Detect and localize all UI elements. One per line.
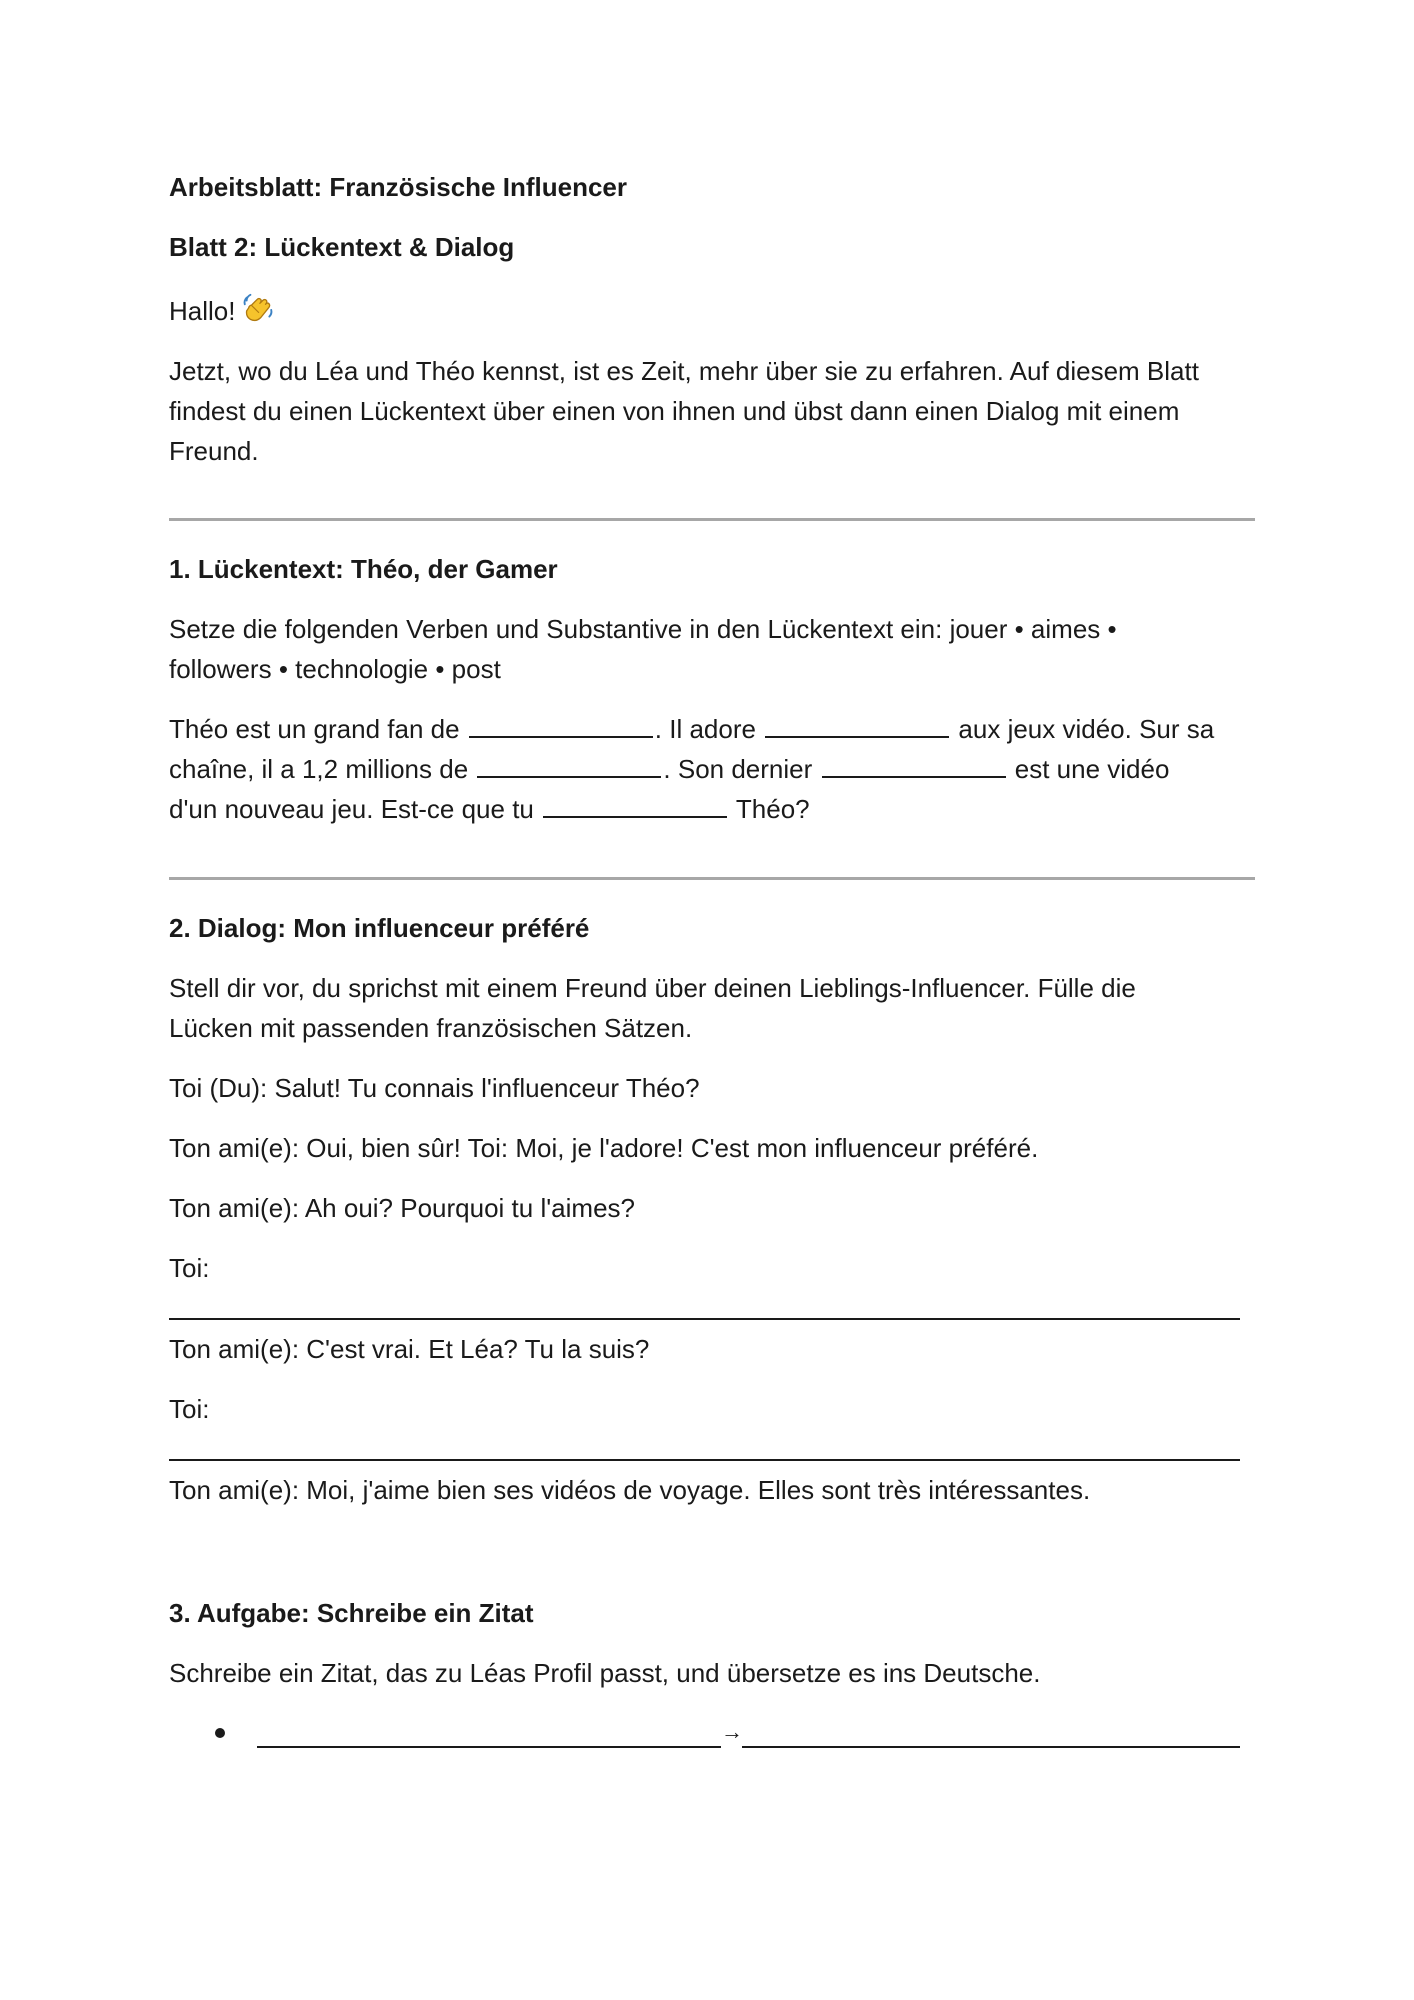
gap-text-line-1 <box>169 709 1214 749</box>
section2-instruction-line-1: Stell dir vor, du sprichst mit einem Freund über deinen Lieblings-Influencer. Fülle die <box>169 973 1136 1003</box>
dialog-line: Toi (Du): Salut! Tu connais l'influenceur Théo? <box>169 1073 700 1103</box>
worksheet-page <box>169 0 1255 2000</box>
gap-blank-5[interactable] <box>543 792 727 818</box>
dialog-line: Ton ami(e): Oui, bien sûr! Toi: Moi, je l'adore! C'est mon influenceur préféré. <box>169 1133 1039 1163</box>
gap-text-segment: Théo? <box>735 794 810 824</box>
greeting-text: Hallo! <box>169 296 236 326</box>
gap-text-segment: . Son dernier <box>663 754 813 784</box>
dialog-line: Toi: <box>169 1253 210 1283</box>
intro-line-2: findest du einen Lückentext über einen von ihnen und übst dann einen Dialog mit einem <box>169 396 1180 426</box>
dialog-line: Ton ami(e): C'est vrai. Et Léa? Tu la suis? <box>169 1334 650 1364</box>
gap-text-line-3 <box>169 789 810 829</box>
dialog-line: Ton ami(e): Moi, j'aime bien ses vidéos de voyage. Elles sont très intéressantes. <box>169 1475 1091 1505</box>
quote-german-line[interactable] <box>742 1746 1240 1748</box>
gap-text-segment: est une vidéo <box>1014 754 1170 784</box>
section-divider <box>169 518 1255 521</box>
section2-heading: 2. Dialog: Mon influenceur préféré <box>169 913 590 943</box>
gap-blank-3[interactable] <box>477 752 661 778</box>
dialog-line: Toi: <box>169 1394 210 1424</box>
quote-french-line[interactable] <box>257 1746 721 1748</box>
intro-line-1: Jetzt, wo du Léa und Théo kennst, ist es Zeit, mehr über sie zu erfahren. Auf diesem Blatt <box>169 356 1199 386</box>
gap-blank-1[interactable] <box>469 712 653 738</box>
gap-text-segment: Théo est un grand fan de <box>169 714 460 744</box>
dialog-line: Ton ami(e): Ah oui? Pourquoi tu l'aimes? <box>169 1193 635 1223</box>
section1-heading: 1. Lückentext: Théo, der Gamer <box>169 554 558 584</box>
gap-blank-2[interactable] <box>765 712 949 738</box>
bullet-icon <box>215 1728 225 1738</box>
section2-instruction-line-2: Lücken mit passenden französischen Sätzen. <box>169 1013 693 1043</box>
greeting <box>169 291 275 331</box>
gap-text-segment: chaîne, il a 1,2 millions de <box>169 754 469 784</box>
section1-instruction-line-1: Setze die folgenden Verben und Substantive in den Lückentext ein: jouer • aimes • <box>169 614 1117 644</box>
waving-hand-icon <box>241 292 275 326</box>
section3-heading: 3. Aufgabe: Schreibe ein Zitat <box>169 1598 534 1628</box>
section3-instruction: Schreibe ein Zitat, das zu Léas Profil passt, und übersetze es ins Deutsche. <box>169 1658 1041 1688</box>
section-divider <box>169 877 1255 880</box>
dialog-answer-line-1[interactable] <box>169 1318 1240 1320</box>
gap-text-line-2 <box>169 749 1169 789</box>
arrow-right-icon: → <box>721 1719 743 1744</box>
gap-text-segment: d'un nouveau jeu. Est-ce que tu <box>169 794 534 824</box>
dialog-answer-line-2[interactable] <box>169 1459 1240 1461</box>
gap-blank-4[interactable] <box>822 752 1006 778</box>
worksheet-subtitle: Blatt 2: Lückentext & Dialog <box>169 232 515 262</box>
section1-instruction-line-2: followers • technologie • post <box>169 654 501 684</box>
intro-line-3: Freund. <box>169 436 259 466</box>
gap-text-segment: . Il adore <box>654 714 756 744</box>
gap-text-segment: aux jeux vidéo. Sur sa <box>958 714 1215 744</box>
worksheet-title: Arbeitsblatt: Französische Influencer <box>169 172 627 202</box>
